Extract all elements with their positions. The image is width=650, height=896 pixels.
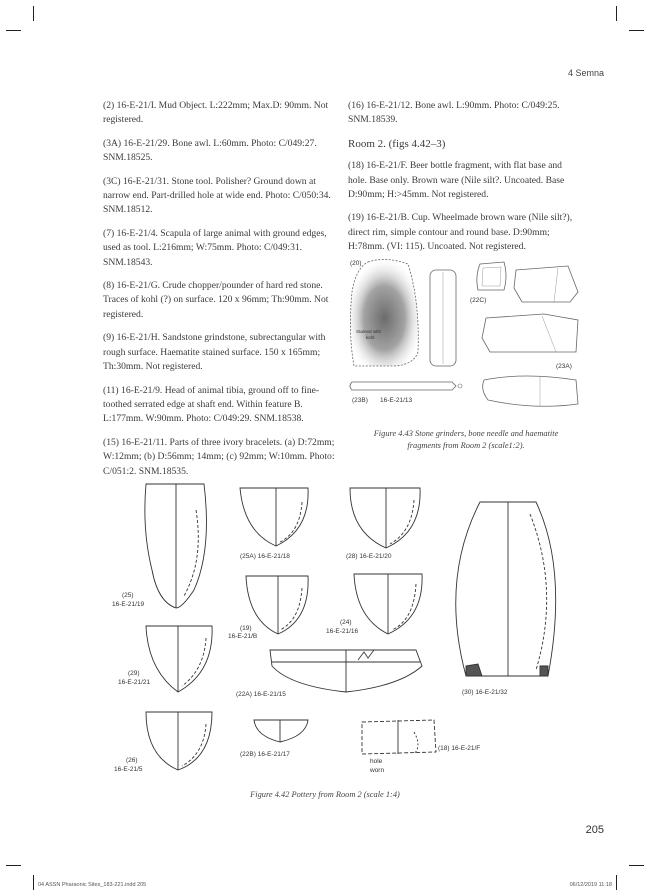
crop-mark — [33, 875, 34, 890]
crop-mark — [616, 875, 617, 890]
catalogue-column-left — [103, 99, 335, 488]
caption-line: fragments from Room 2 (scale1:2). — [407, 441, 525, 450]
fig442-label: 16-E-21/5 — [114, 766, 143, 773]
fig442-label: (19) — [240, 625, 252, 632]
catalogue-entry: (3C) 16-E-21/31. Stone tool. Polisher? Ground down at narrow end. Part-drilled hole at wide end. Photo: C/050:34. SNM.18512. — [103, 175, 331, 216]
catalogue-entry: (8) 16-E-21/G. Crude chopper/pounder of hard red stone. Traces of kohl (?) on surface. 120 x 96mm; Th:90mm. Not registered. — [103, 280, 329, 320]
room-heading: Room 2. (figs 4.42–3) — [348, 137, 446, 150]
fig443-label: (23B) — [352, 397, 368, 404]
fig442-label: hole — [370, 758, 383, 765]
running-head: 4 Semna — [567, 68, 604, 78]
catalogue-entry: (19) 16-E-21/B. Cup. Wheelmade brown ware (Nile silt?), direct rim, simple contour and round base. D:90mm; H:78mm. (VI: 115). Uncoated. Not registered. — [348, 212, 573, 253]
fig443-label: 16-E-21/13 — [380, 397, 413, 404]
fig443-label: (23A) — [556, 363, 572, 370]
catalogue-entry: (15) 16-E-21/11. Parts of three ivory bracelets. (a) D:72mm; W:12mm; (b) D:56mm; 14mm; (c) 92mm; W:10mm. Photo: C/051:2. SNM.18535. — [103, 436, 335, 477]
fig443-label: kohl — [366, 335, 375, 340]
fig442-label: (29) — [128, 670, 140, 677]
crop-mark — [33, 6, 34, 21]
catalogue-entry: (3A) 16-E-21/29. Bone awl. L:60mm. Photo: C/049:27. SNM.18525. — [103, 137, 317, 164]
slug-date: 06/12/2019 11:18 — [569, 882, 612, 888]
figure-4-43-drawing — [344, 252, 584, 412]
catalogue-column-right — [348, 99, 580, 264]
fig442-label: (18) 16-E-21/F — [438, 745, 481, 752]
crop-mark — [629, 30, 644, 31]
figure-4-42-caption: Figure 4.42 Pottery from Room 2 (scale 1:4) — [250, 790, 400, 799]
catalogue-entry: (18) 16-E-21/F. Beer bottle fragment, with flat base and hole. Base only. Brown ware (Nile silt?. Uncoated. Base D:90mm; H:>45mm. Not registered. — [348, 160, 565, 201]
fig442-label: (25) — [122, 592, 134, 599]
catalogue-entry: (2) 16-E-21/I. Mud Object. L:222mm; Max.D: 90mm. Not registered. — [103, 100, 329, 126]
catalogue-entry: (11) 16-E-21/9. Head of animal tibia, ground off to fine-toothed serrated edge at shaft end. Within feature B. L:177mm. W:90mm. Photo: C/049:29. SNM.18538. — [103, 384, 320, 425]
catalogue-entry: (16) 16-E-21/12. Bone awl. L:90mm. Photo: C/049:25. SNM.18539. — [348, 100, 560, 126]
figure-4-42-drawing — [100, 470, 590, 780]
fig442-label: 16-E-21/B — [228, 633, 258, 640]
fig442-label: (28) 16-E-21/20 — [346, 553, 392, 560]
catalogue-entry: (9) 16-E-21/H. Sandstone grindstone, subrectangular with rough surface. Haematite stained surface. 150 x 165mm; Th:30mm. Not registered. — [103, 332, 326, 373]
fig442-label: (22B) 16-E-21/17 — [240, 751, 290, 758]
page-number: 205 — [585, 824, 604, 836]
fig443-label: Stained with — [356, 329, 382, 334]
fig442-label: (26) — [126, 757, 138, 764]
figure-4-43-caption — [348, 428, 584, 452]
crop-mark — [6, 865, 21, 866]
fig442-label: (22A) 16-E-21/15 — [236, 691, 286, 698]
fig442-label: 16-E-21/19 — [112, 601, 145, 608]
crop-mark — [616, 6, 617, 21]
fig442-label: 16-E-21/21 — [118, 679, 151, 686]
fig442-label: 16-E-21/16 — [326, 628, 359, 635]
fig442-label: (25A) 16-E-21/18 — [240, 553, 290, 560]
fig442-label: (24) — [340, 619, 352, 626]
fig442-label: worn — [370, 767, 385, 774]
caption-line: Figure 4.43 Stone grinders, bone needle and haematite — [373, 429, 559, 438]
crop-mark — [629, 865, 644, 866]
catalogue-entry: (7) 16-E-21/4. Scapula of large animal with ground edges, used as tool. L:216mm; W:75mm. Photo: C/049:31. SNM.18543. — [103, 227, 327, 268]
fig443-label: (20) — [350, 260, 362, 267]
fig442-label: (30) 16-E-21/32 — [462, 689, 508, 696]
crop-mark — [6, 30, 21, 31]
slug-file: 04 ASSN Pharaonic Sites_183-221.indd 205 — [38, 882, 147, 888]
fig443-label: (22C) — [470, 297, 487, 304]
